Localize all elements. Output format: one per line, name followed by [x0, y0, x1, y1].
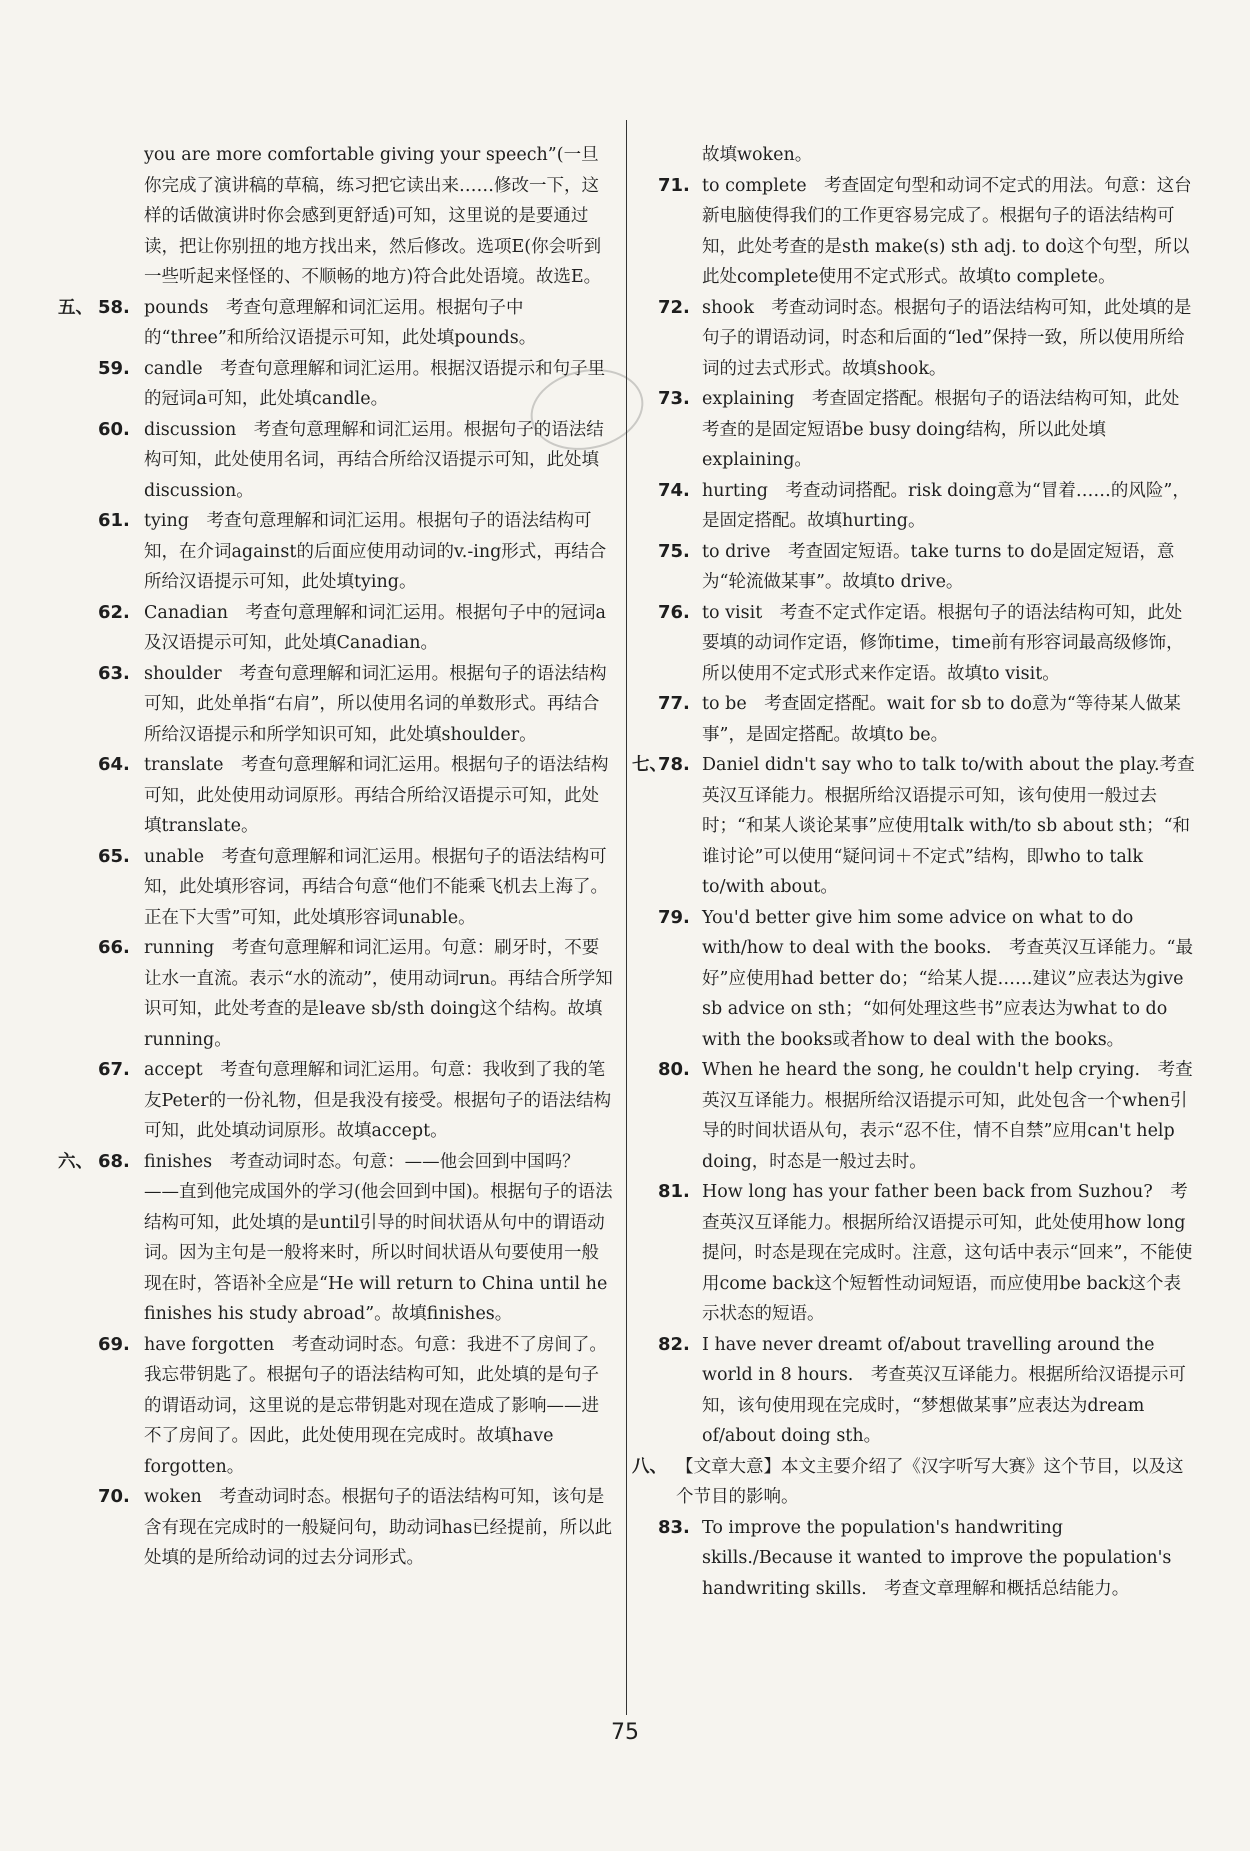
answer-text: You'd better give him some advice on what to do with/how to deal with the books. 考查英汉互译能力。“最好”应使用had better do；“给某人提……建议”应表达为give sb advice on sth；“如何处理这些书”应表达为what to do with the books或者how to deal with the books。 — [702, 907, 1193, 1050]
right-column — [632, 140, 1195, 1604]
answer-text: accept 考查句意理解和词汇运用。句意：我收到了我的笔友Peter的一份礼物，但是我没有接受。根据句子的语法结构可知，此处填动词原形。故填accept。 — [144, 1060, 612, 1141]
answer-entry — [640, 537, 1195, 598]
question-number: 63. — [98, 662, 130, 684]
question-number: 64. — [98, 754, 130, 775]
answer-text: candle 考查句意理解和词汇运用。根据汉语提示和句子里的冠词a可知，此处填candle。 — [144, 358, 606, 409]
left-column — [58, 140, 613, 1574]
answer-entry — [640, 689, 1195, 750]
answer-text: Canadian 考查句意理解和词汇运用。根据句子中的冠词a及汉语提示可知，此处填Canadian。 — [144, 602, 606, 653]
answer-entry — [640, 1055, 1195, 1177]
answer-entry — [58, 598, 613, 659]
question-number: 75. — [658, 540, 690, 562]
question-number: 59. — [98, 357, 130, 379]
answer-entry — [58, 659, 613, 751]
column-divider — [626, 120, 627, 1715]
answer-entry — [58, 750, 613, 842]
answer-entry — [58, 354, 613, 415]
answer-entry — [640, 171, 1195, 293]
answer-entry — [58, 1147, 613, 1330]
question-number: 67. — [98, 1059, 130, 1080]
answer-text: To improve the population's handwriting skills./Because it wanted to improve the population's handwriting skills. 考查文章理解和概括总结能力。 — [702, 1517, 1172, 1599]
answer-text: I have never dreamt of/about travelling around the world in 8 hours. 考查英汉互译能力。根据所给汉语提示可知，该句使用现在完成时，“梦想做某事”应表达为dream of/about doing sth。 — [702, 1334, 1186, 1446]
answer-entry — [58, 140, 613, 293]
question-number: 68. — [98, 1150, 130, 1172]
question-number: 73. — [658, 388, 690, 409]
question-number: 78. — [658, 754, 690, 775]
answer-text: unable 考查句意理解和词汇运用。根据句子的语法结构可知，此处填形容词，再结合句意“他们不能乘飞机去上海了。正在下大雪”可知，此处填形容词unable。 — [144, 846, 608, 928]
section-marker: 六、 — [58, 1151, 93, 1172]
answer-text: you are more comfortable giving your speech”(一旦你完成了演讲稿的草稿，练习把它读出来……修改一下，这样的话做演讲时你会感到更舒适)可知，这里说的是要通过读，把让你别扭的地方找出来，然后修改。选项E(你会听到一些听起来怪怪的、不顺畅的地方)符合此处语境。故选E。 — [144, 145, 602, 287]
answer-entry — [632, 1452, 1195, 1513]
answer-text: hurting 考查动词搭配。risk doing意为“冒着……的风险”，是固定搭配。故填hurting。 — [702, 480, 1190, 531]
answer-text: translate 考查句意理解和词汇运用。根据句子的语法结构可知，此处使用动词原形。再结合所给汉语提示可知，此处填translate。 — [144, 755, 609, 836]
question-number: 60. — [98, 418, 130, 440]
question-number: 79. — [658, 906, 690, 928]
answer-entry — [58, 506, 613, 598]
answer-text: shook 考查动词时态。根据句子的语法结构可知，此处填的是句子的谓语动词，时态和后面的“led”保持一致，所以使用所给词的过去式形式。故填shook。 — [702, 297, 1192, 379]
question-number: 69. — [98, 1333, 130, 1355]
answer-text: Daniel didn't say who to talk to/with about the play.考查英汉互译能力。根据所给汉语提示可知，该句使用一般过去时；“和某人谈论某事”应使用talk with/to sb about sth；“和谁讨论”可以使用“疑问词＋不定式”结构，即who to talk to/with about。 — [702, 755, 1195, 897]
answer-text: woken 考查动词时态。根据句子的语法结构可知，该句是含有现在完成时的一般疑问句，助动词has已经提前，所以此处填的是所给动词的过去分词形式。 — [144, 1487, 613, 1568]
question-number: 65. — [98, 845, 130, 867]
answer-entry — [640, 1330, 1195, 1452]
answer-text: When he heard the song, he couldn't help crying. 考查英汉互译能力。根据所给汉语提示可知，此处包含一个when引导的时间状语从句，表示“忍不住，情不自禁”应用can't help doing，时态是一般过去时。 — [702, 1060, 1193, 1172]
answer-text: have forgotten 考查动词时态。句意：我进不了房间了。我忘带钥匙了。根据句子的语法结构可知，此处填的是句子的谓语动词，这里说的是忘带钥匙对现在造成了影响——进不了房间了。因此，此处使用现在完成时。故填have forgotten。 — [144, 1334, 607, 1477]
answer-text: to complete 考查固定句型和动词不定式的用法。句意：这台新电脑使得我们的工作更容易完成了。根据句子的语法结构可知，此处考查的是sth make(s) sth adj. to do这个句型，所以此处complete使用不定式形式。故填to complete。 — [702, 175, 1192, 287]
question-number: 66. — [98, 937, 130, 958]
question-number: 74. — [658, 479, 690, 501]
section-marker: 八、 — [632, 1456, 667, 1477]
answer-entry — [58, 293, 613, 354]
answer-text: 【文章大意】本文主要介绍了《汉字听写大赛》这个节目，以及这个节目的影响。 — [676, 1456, 1184, 1507]
question-number: 71. — [658, 174, 690, 196]
answer-text: to be 考查固定搭配。wait for sb to do意为“等待某人做某事”，是固定搭配。故填to be。 — [702, 694, 1181, 745]
question-number: 72. — [658, 296, 690, 318]
question-number: 76. — [658, 601, 690, 623]
answer-text: running 考查句意理解和词汇运用。句意：刷牙时，不要让水一直流。表示“水的流动”，使用动词run。再结合所学知识可知，此处考查的是leave sb/sth doing这个结构。故填running。 — [144, 938, 613, 1050]
question-number: 62. — [98, 601, 130, 623]
answer-entry — [640, 476, 1195, 537]
answer-entry — [58, 1055, 613, 1147]
answer-text: pounds 考查句意理解和词汇运用。根据句子中的“three”和所给汉语提示可知，此处填pounds。 — [144, 297, 537, 348]
answer-entry — [58, 1330, 613, 1483]
answer-entry — [632, 750, 1195, 903]
question-number: 83. — [658, 1516, 690, 1538]
answer-text: finishes 考查动词时态。句意：——他会回到中国吗？——直到他完成国外的学习(他会回到中国)。根据句子的语法结构可知，此处填的是until引导的时间状语从句中的谓语动词。因为主句是一般将来时，所以时间状语从句要使用一般现在时，答语补全应是“He will return to China until he finishes his study abroad”。故填finishes。 — [144, 1151, 613, 1324]
answer-entry — [58, 415, 613, 507]
question-number: 61. — [98, 510, 130, 531]
question-number: 58. — [98, 296, 130, 318]
answer-text: to drive 考查固定短语。take turns to do是固定短语，意为“轮流做某事”。故填to drive。 — [702, 541, 1175, 592]
answer-text: to visit 考查不定式作定语。根据句子的语法结构可知，此处要填的动词作定语，修饰time，time前有形容词最高级修饰，所以使用不定式形式来作定语。故填to visit。 — [702, 602, 1184, 684]
question-number: 81. — [658, 1181, 690, 1202]
answer-text: 故填woken。 — [702, 145, 813, 165]
answer-entry — [58, 1482, 613, 1574]
section-marker: 五、 — [58, 297, 93, 318]
answer-entry — [640, 598, 1195, 690]
answer-entry — [640, 293, 1195, 385]
answer-entry — [640, 140, 1195, 171]
answer-text: How long has your father been back from Suzhou? 考查英汉互译能力。根据所给汉语提示可知，此处使用how long提问，时态是现在完成时。注意，这句话中表示“回来”，不能使用come back这个短暂性动词短语，而应使用be back这个表示状态的短语。 — [702, 1182, 1193, 1324]
answer-entry — [58, 933, 613, 1055]
answer-entry — [58, 842, 613, 934]
question-number: 80. — [658, 1059, 690, 1080]
question-number: 82. — [658, 1333, 690, 1355]
answer-text: explaining 考查固定搭配。根据句子的语法结构可知，此处考查的是固定短语be busy doing结构，所以此处填explaining。 — [702, 389, 1180, 470]
answer-text: tying 考查句意理解和词汇运用。根据句子的语法结构可知，在介词against的后面应使用动词的v.-ing形式，再结合所给汉语提示可知，此处填tying。 — [144, 511, 607, 592]
answer-text: shoulder 考查句意理解和词汇运用。根据句子的语法结构可知，此处单指“右肩”，所以使用名词的单数形式。再结合所给汉语提示和所学知识可知，此处填shoulder。 — [144, 663, 607, 745]
answer-text: discussion 考查句意理解和词汇运用。根据句子的语法结构可知，此处使用名词，再结合所给汉语提示可知，此处填discussion。 — [144, 419, 604, 501]
answer-entry — [640, 1177, 1195, 1330]
section-marker: 七、 — [632, 755, 667, 775]
question-number: 70. — [98, 1486, 130, 1507]
answer-entry — [640, 903, 1195, 1056]
question-number: 77. — [658, 693, 690, 714]
answer-entry — [640, 384, 1195, 476]
page-number: 75 — [611, 1720, 639, 1745]
answer-entry — [640, 1513, 1195, 1605]
